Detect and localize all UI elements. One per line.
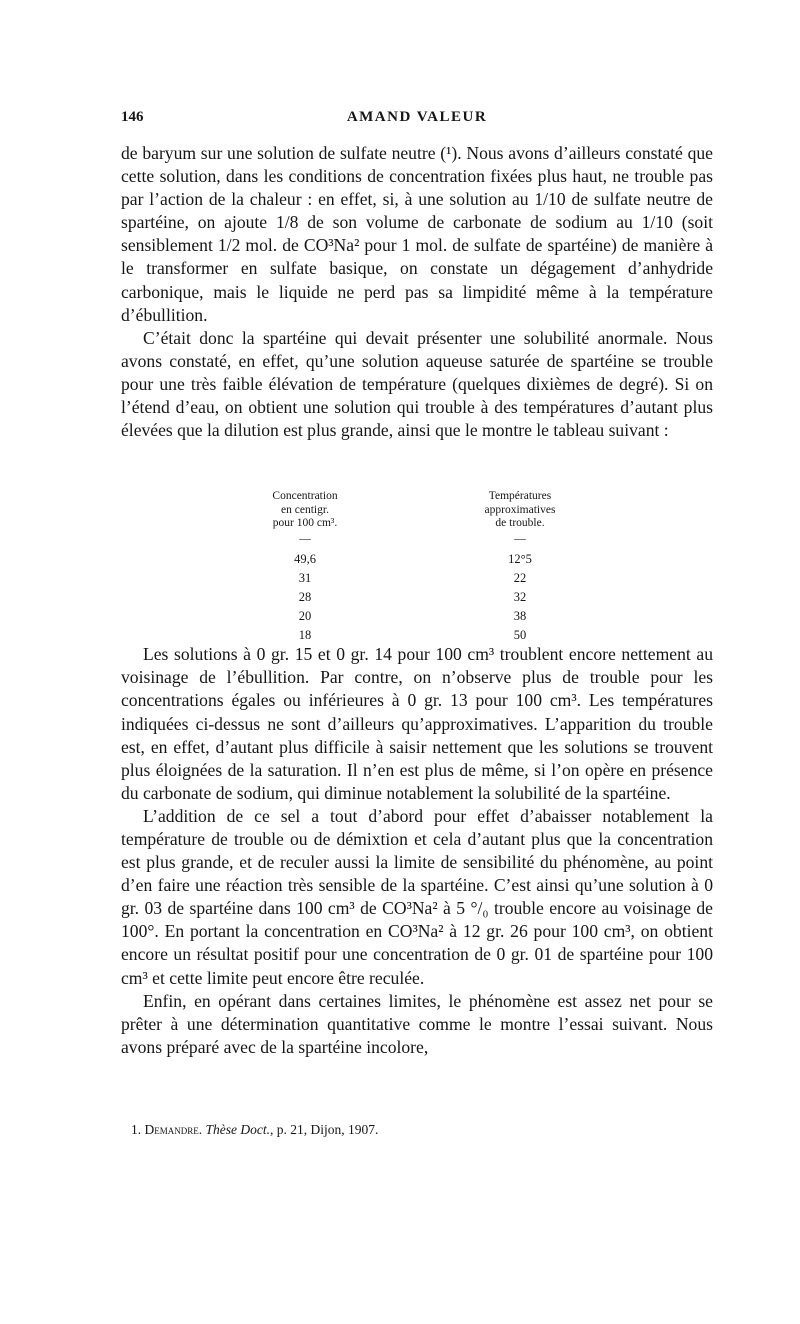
paragraph-carbonate-addition: L’addition de ce sel a tout d’abord pour effet d’abaisser notablement la température de trouble ou de démixtion et cela d’autant plus que la concentration est plus grande, et de reculer aussi la limite de sensibilité du phénomène, au point d’en faire une réaction très sensible de la spartéine. C’est ainsi qu’une solution à 0 gr. 03 de spartéine dans 100 cm³ de CO³Na² à 5 °/₀ trouble encore au voisinage de 100°. En portant la concentration en CO³Na² à 12 gr. 26 pour 100 cm³, on obtient encore un résultat positif pour une concentration de 0 gr. 01 de spartéine pour 100 cm³ et cette limite peut encore être reculée. bbox=[121, 805, 713, 988]
page-number: 146 bbox=[121, 109, 144, 125]
concentration-value: 31 bbox=[298, 571, 312, 585]
header-rule: — bbox=[514, 532, 526, 545]
running-head: AMAND VALEUR bbox=[346, 109, 488, 125]
paragraph-continuation: de baryum sur une solution de sulfate neutre (¹). Nous avons d’ailleurs constaté que cette solution, dans les conditions de concentration fixées plus haut, ne trouble pas par l’action de la chaleur : en effet, si, à une solution au 1/10 de sulfate neutre de spartéine, on ajoute 1/8 de son volume de carbonate de sodium au 1/10 (soit sensiblement 1/2 mol. de CO³Na² pour 1 mol. de sulfate de spartéine) de manière à le transformer en sulfate basique, on constate un dégagement d’anhydride carbonique, mais le liquide ne perd pas sa limpidité même à la température d’ébullition. bbox=[121, 143, 713, 325]
footnote-author: Demandre. bbox=[144, 1122, 203, 1137]
temperature-value: 32 bbox=[513, 590, 527, 604]
paragraph-quantitative: Enfin, en opérant dans certaines limites, le phénomène est assez net pour se prêter à une détermination quantitative comme le montre l’essai suivant. Nous avons préparé avec de la spartéine incolore, bbox=[121, 990, 713, 1057]
temperature-value: 22 bbox=[513, 571, 527, 585]
temperature-value: 38 bbox=[513, 609, 527, 623]
paragraph-sparteine-solubility: C’était donc la spartéine qui devait présenter une solubilité anormale. Nous avons constaté, en effet, qu’une solution aqueuse saturée de spartéine se trouble pour une très faible élévation de température (quelques dixièmes de degré). Si on l’étend d’eau, on obtient une solution qui trouble à des températures d’autant plus élevées que la dilution est plus grande, ainsi que le montre le tableau suivant : bbox=[121, 327, 713, 441]
footnote-work: Thèse Doct., bbox=[205, 1122, 274, 1137]
column-header-line: de trouble. bbox=[495, 517, 545, 529]
column-header-line: Concentration bbox=[272, 490, 338, 502]
concentration-value: 49,6 bbox=[294, 552, 316, 566]
header-rule: — bbox=[299, 532, 311, 545]
temperature-column bbox=[460, 490, 580, 645]
concentration-value: 20 bbox=[298, 609, 312, 623]
column-header-line: approximatives bbox=[484, 503, 556, 516]
footnote-number: 1. bbox=[131, 1122, 142, 1137]
concentration-column bbox=[250, 490, 360, 645]
column-header-line: pour 100 cm³. bbox=[272, 517, 338, 529]
turbidity-table bbox=[250, 490, 580, 640]
temperature-value: 50 bbox=[513, 628, 527, 642]
footnote-reference: p. 21, Dijon, 1907. bbox=[276, 1122, 379, 1137]
column-header-line: Températures bbox=[488, 490, 552, 502]
page-header bbox=[121, 106, 713, 132]
paragraph-solutions: Les solutions à 0 gr. 15 et 0 gr. 14 pour 100 cm³ troublent encore nettement au voisinage de l’ébullition. Par contre, on n’observe plus de trouble pour les concentrations égales ou inférieures à 0 gr. 13 pour 100 cm³. Les températures indiquées ci-dessus ne sont d’ailleurs qu’approximatives. L’apparition du trouble est, en effet, d’autant plus difficile à saisir nettement que les solutions se trouvent plus éloignées de la saturation. Il n’en est plus de même, si l’on opère en présence du carbonate de sodium, qui diminue notablement la solubilité de la spartéine. bbox=[121, 644, 713, 803]
concentration-value: 18 bbox=[298, 628, 312, 642]
column-header-line: en centigr. bbox=[281, 503, 329, 516]
temperature-value: 12°5 bbox=[508, 552, 532, 566]
footnote bbox=[131, 1121, 711, 1139]
concentration-value: 28 bbox=[298, 590, 312, 604]
